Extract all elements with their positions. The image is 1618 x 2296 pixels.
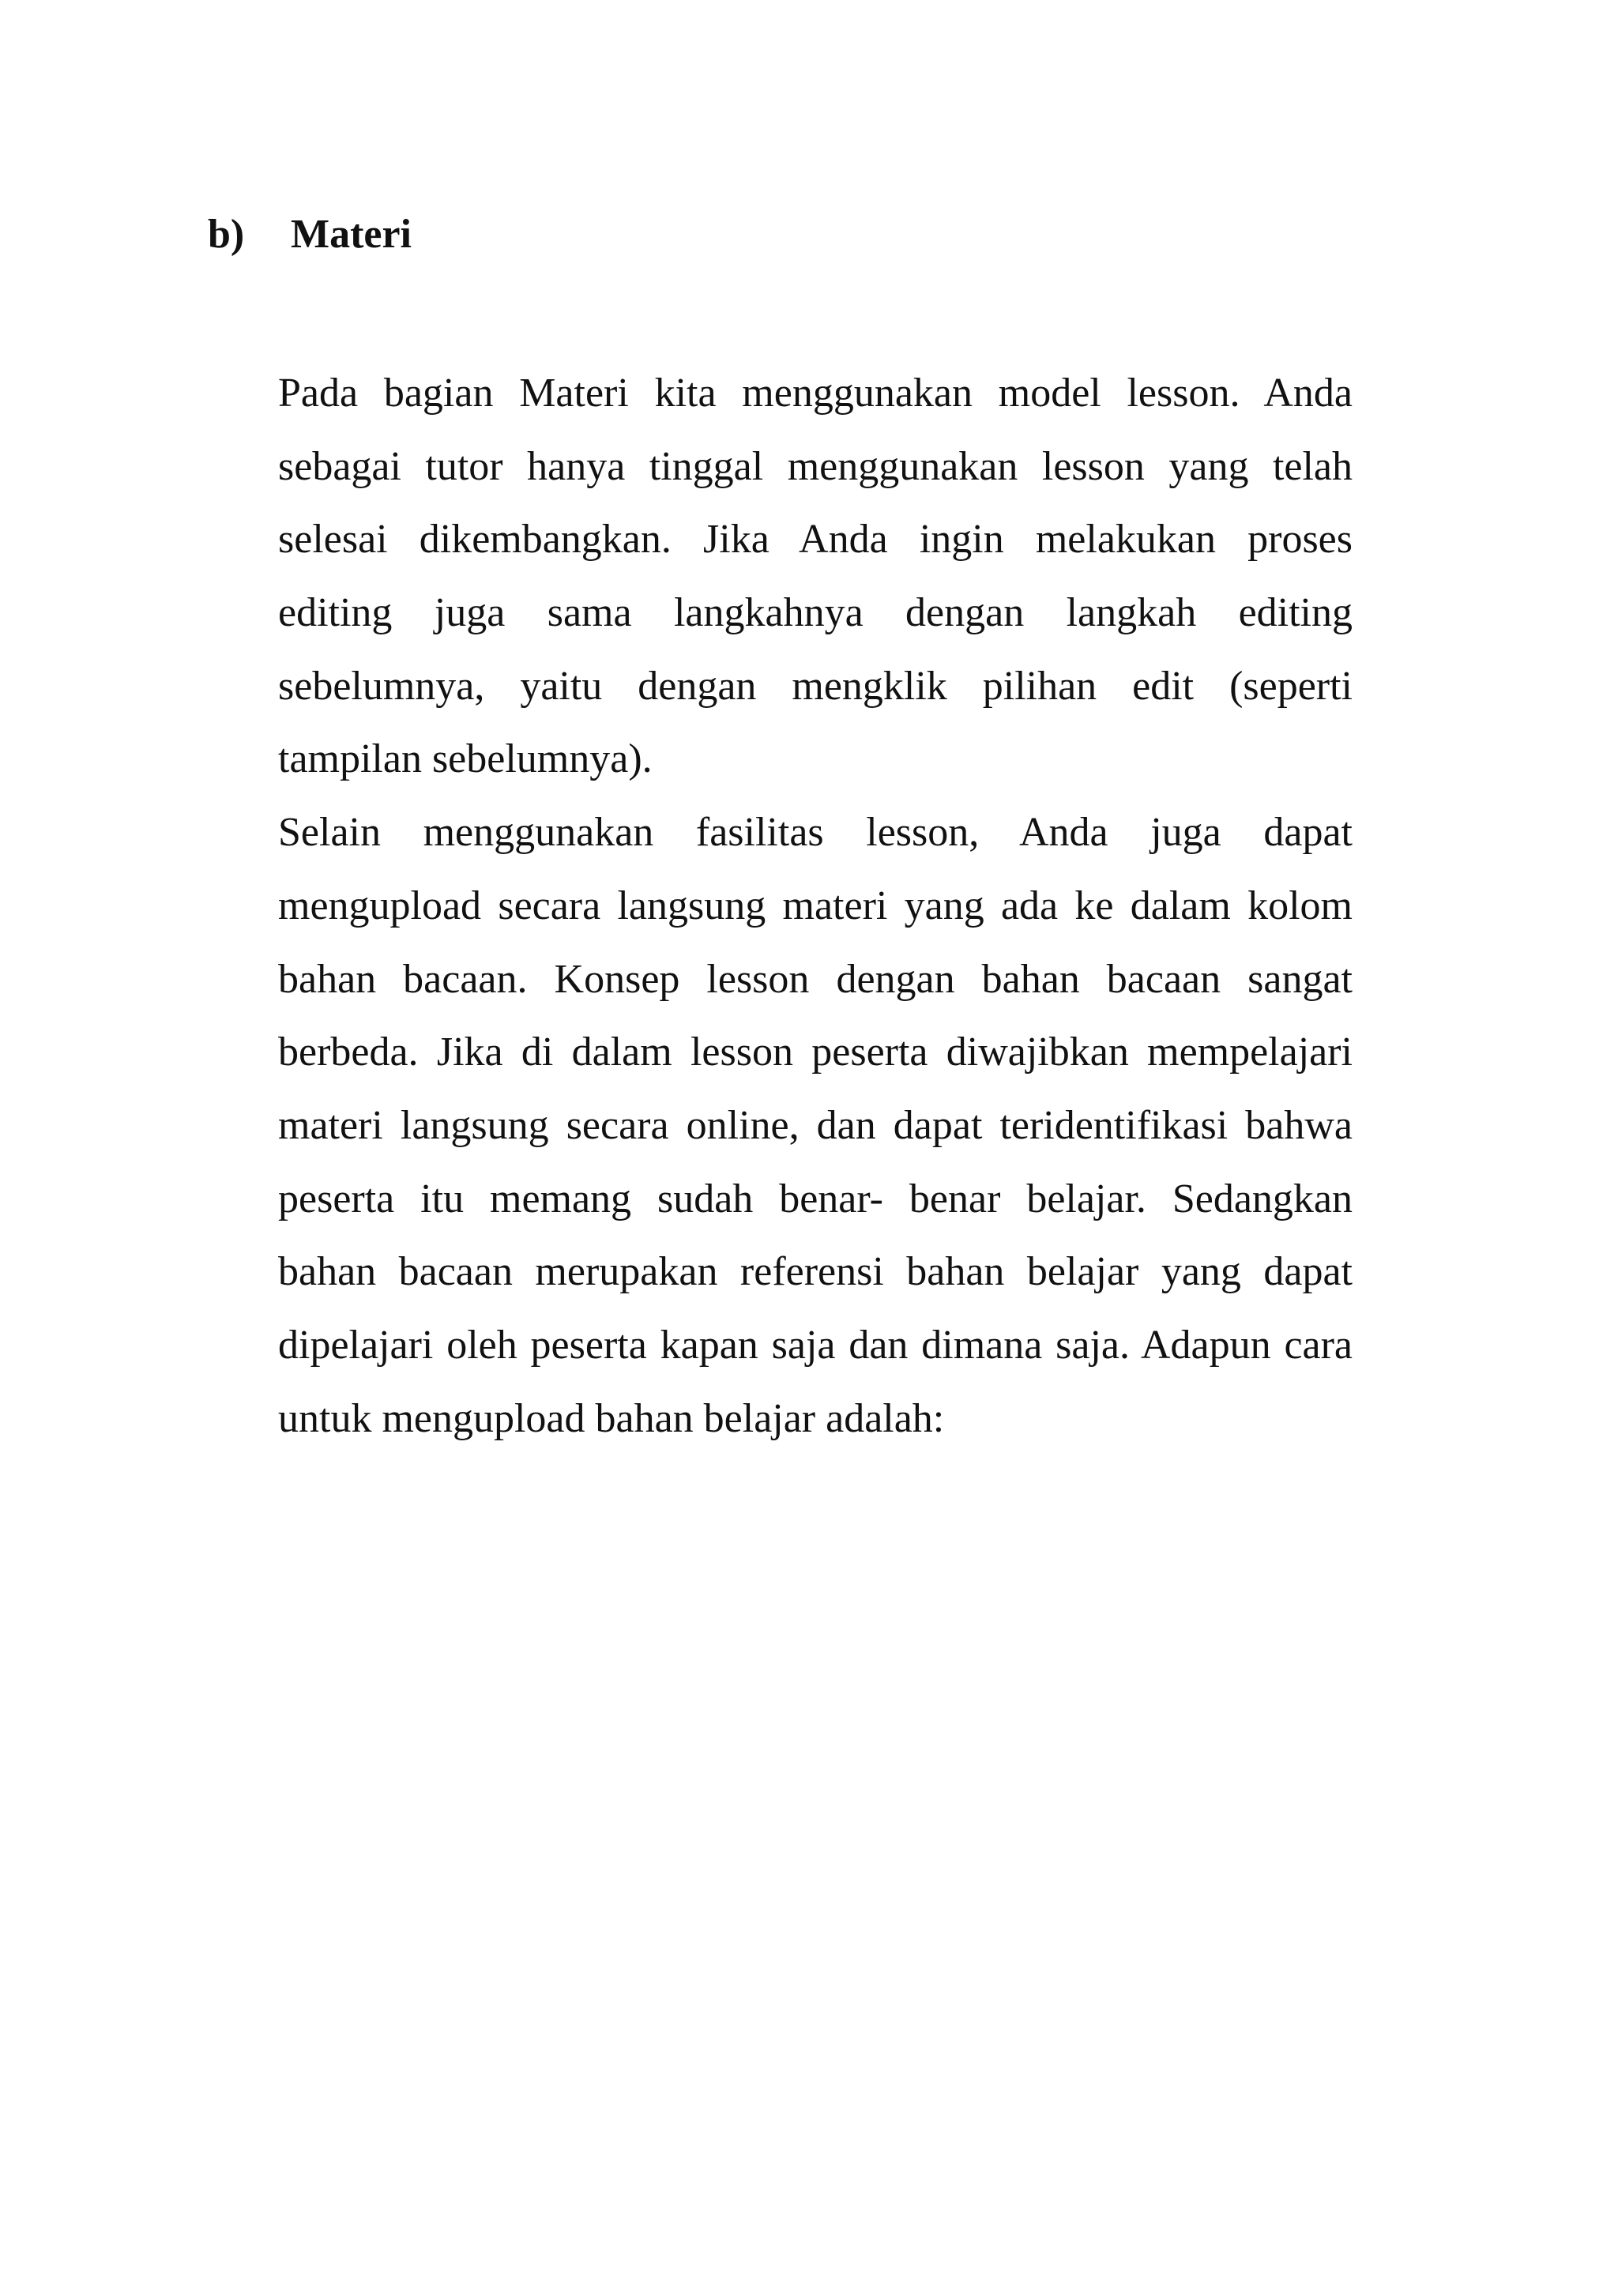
text-line: materi langsung secara online, dan dapat teridentifikasi bahwa bbox=[278, 1102, 1353, 1148]
section-title: Materi bbox=[291, 212, 412, 257]
section-heading bbox=[208, 207, 412, 262]
text-line: selesai dikembangkan. Jika Anda ingin melakukan proses bbox=[278, 517, 1353, 563]
section-label: b) bbox=[208, 212, 245, 257]
text-line: untuk mengupload bahan belajar adalah: bbox=[278, 1395, 945, 1441]
text-line: peserta itu memang sudah benar- benar belajar. Sedangkan bbox=[278, 1176, 1353, 1221]
text-line: bahan bacaan. Konsep lesson dengan bahan bacaan sangat bbox=[278, 956, 1353, 1002]
text-line: Selain menggunakan fasilitas lesson, Anda juga dapat bbox=[278, 810, 1353, 856]
text-line: sebelumnya, yaitu dengan mengklik pilihan edit (seperti bbox=[278, 663, 1353, 709]
body-text bbox=[278, 357, 1353, 1455]
text-line: berbeda. Jika di dalam lesson peserta diwajibkan mempelajari bbox=[278, 1029, 1353, 1075]
text-line: mengupload secara langsung materi yang ada ke dalam kolom bbox=[278, 883, 1353, 928]
text-line: Pada bagian Materi kita menggunakan model lesson. Anda bbox=[278, 371, 1353, 416]
text-line: dipelajari oleh peserta kapan saja dan dimana saja. Adapun cara bbox=[278, 1322, 1353, 1368]
text-line: tampilan sebelumnya). bbox=[278, 736, 653, 782]
paragraph-1 bbox=[278, 357, 1353, 796]
paragraph-2 bbox=[278, 796, 1353, 1455]
text-line: bahan bacaan merupakan referensi bahan belajar yang dapat bbox=[278, 1249, 1353, 1295]
text-line: sebagai tutor hanya tinggal menggunakan lesson yang telah bbox=[278, 443, 1353, 489]
text-line: editing juga sama langkahnya dengan langkah editing bbox=[278, 590, 1353, 636]
